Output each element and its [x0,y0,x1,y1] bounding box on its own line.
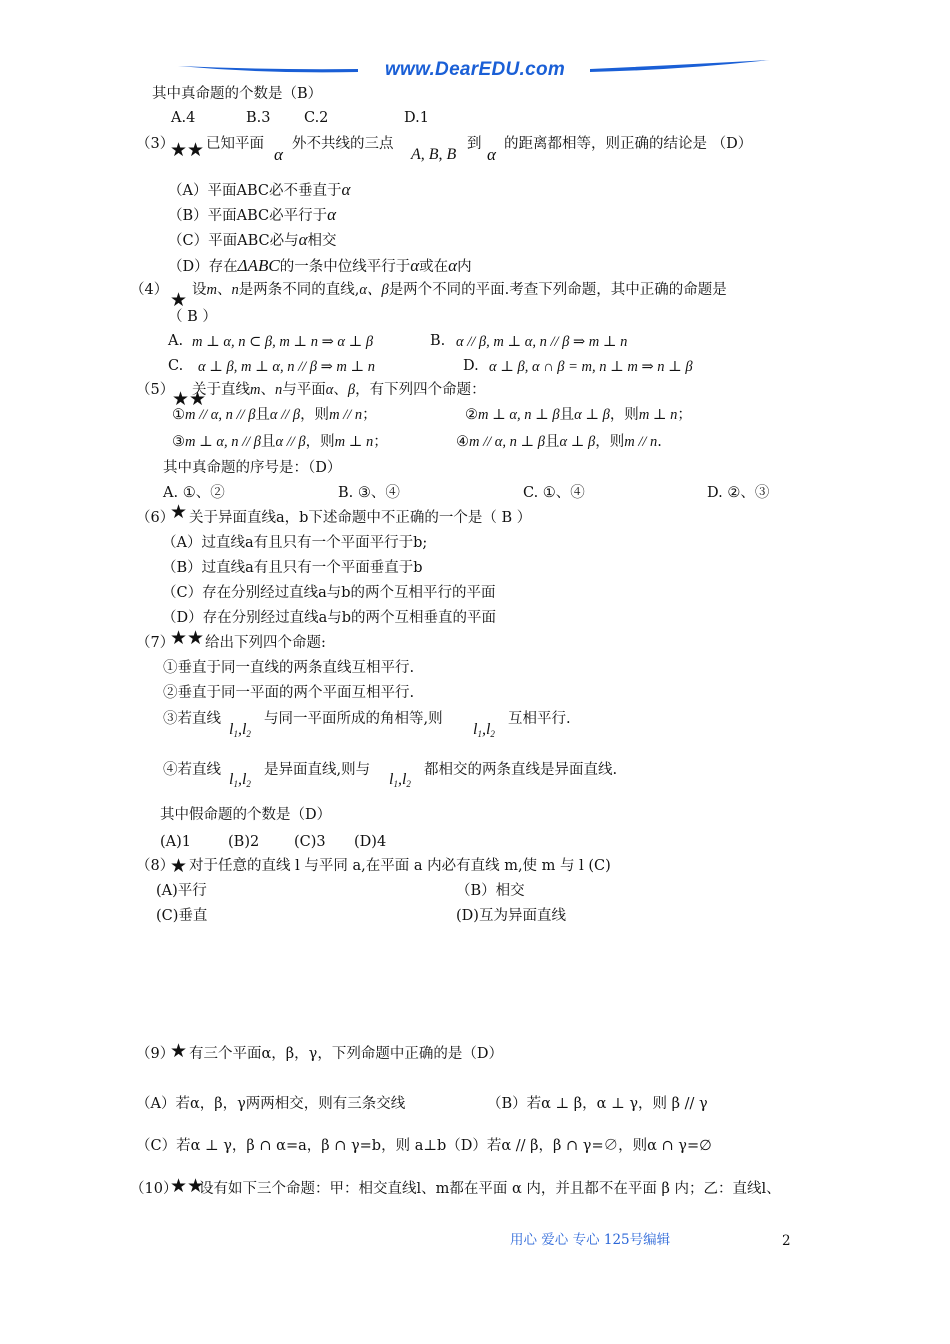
q7-difficulty-stars: ★★ [170,627,205,649]
q9-stem: 有三个平面α，β，γ，下列命题中正确的是（D） [189,1046,503,1062]
q6-option-d: （D）存在分别经过直线a与b的两个互相垂直的平面 [162,610,497,626]
q3-alpha-1: α [274,145,283,164]
q-prev-option-b: B.3 [246,110,271,126]
q4-option-d-label: D. [463,358,479,374]
q4-option-b-label: B. [430,333,446,349]
q5-option-c: C. ①、④ [523,485,585,501]
q7-proposition-2: ②垂直于同一平面的两个平面互相平行. [163,685,415,701]
q-prev-option-d: D.1 [404,110,429,126]
q8-stem: 对于任意的直线 l 与平同 a,在平面 a 内必有直线 m,使 m 与 l (C) [189,858,611,874]
q6-number: （6） [136,510,175,526]
q7-lines-l1-l2-b: $l_1,l_2$ [473,721,495,739]
q3-points: A, B, B [411,146,457,163]
q3-text-1: 已知平面 [206,136,264,152]
q3-difficulty-stars: ★★ [170,139,205,161]
q6-option-a: （A）过直线a有且只有一个平面平行于b; [162,535,428,551]
q10-stem: 设有如下三个命题：甲：相交直线l、m都在平面 α 内，并且都不在平面 β 内；乙：直线l、 [199,1181,781,1197]
q7-proposition-4c: 都相交的两条直线是异面直线. [424,762,618,778]
q7-proposition-3a: ③若直线 [163,711,221,727]
q10-difficulty-stars: ★★ [170,1175,205,1197]
q5-option-a: A. ①、② [163,485,225,501]
q7-proposition-4b: 是异面直线,则与 [264,762,371,778]
q4-answer: （ B ） [168,309,217,325]
q8-option-d: (D)互为异面直线 [456,908,566,924]
q3-option-a: （A）平面ABC必不垂直于α [168,180,351,199]
header-site-url[interactable]: www.DearEDU.com [384,59,566,80]
q3-text-3: 到 [467,136,482,152]
q5-proposition-3: ③m ⊥ α, n // β且α // β，则m ⊥ n； [172,434,388,450]
q7-proposition-4a: ④若直线 [163,762,221,778]
q-prev-option-c: C.2 [304,110,329,126]
q7-proposition-1: ①垂直于同一直线的两条直线互相平行. [163,660,415,676]
q3-number: （3） [136,136,175,152]
q7-proposition-3c: 互相平行. [508,711,571,727]
q5-question-stem: 其中真命题的序号是：（D） [163,460,342,476]
q4-option-c-label: C. [168,358,184,374]
q5-option-b: B. ③、④ [338,485,400,501]
q4-stem: 设m、n是两条不同的直线,α、β是两个不同的平面.考查下列命题，其中正确的命题是 [192,282,727,298]
q3-option-b: （B）平面ABC必平行于α [168,205,337,224]
q-prev-stem: 其中真命题的个数是（B） [152,86,323,102]
footer-slogan: 用心 爱心 专心 125号编辑 [510,1232,671,1248]
q8-difficulty-stars: ★ [170,855,188,877]
q4-option-a-label: A. [168,333,184,349]
q7-question-stem: 其中假命题的个数是（D） [160,807,332,823]
q7-option-b: (B)2 [228,834,260,850]
q5-proposition-4: ④m // α, n ⊥ β且α ⊥ β，则m // n. [456,434,662,450]
q5-stem: 关于直线m、n与平面α、β，有下列四个命题： [192,382,486,398]
q8-option-b: （B）相交 [456,883,525,899]
q3-option-d: （D）存在ΔABC的一条中位线平行于α或在α内 [168,256,472,275]
q6-stem: 关于异面直线a，b下述命题中不正确的一个是（ B ） [189,510,532,526]
q4-option-c: α ⊥ β, m ⊥ α, n // β ⇒ m ⊥ n [198,359,375,375]
q4-option-d: α ⊥ β, α ∩ β = m, n ⊥ m ⇒ n ⊥ β [489,359,693,375]
q5-number: （5） [136,382,175,398]
q7-option-a: (A)1 [160,834,192,850]
q4-difficulty-stars: ★ [170,289,188,311]
q5-proposition-1: ①m // α, n // β且α // β，则m // n； [172,407,377,423]
q7-number: （7） [136,635,175,651]
q8-option-c: (C)垂直 [156,908,208,924]
q3-alpha-2: α [487,145,496,164]
q-prev-option-a: A.4 [171,110,196,126]
q3-option-c: （C）平面ABC必与α相交 [168,230,337,249]
q4-number: （4） [130,282,169,298]
q9-options-line-1b: （B）若α ⊥ β，α ⊥ γ，则 β // γ [487,1096,708,1112]
q9-difficulty-stars: ★ [170,1040,188,1062]
q7-lines-l1-l2-d: $l_1,l_2$ [389,771,411,789]
q8-number: （8） [136,858,175,874]
q6-option-c: （C）存在分别经过直线a与b的两个互相平行的平面 [162,585,496,601]
q7-lines-l1-l2-c: $l_1,l_2$ [229,771,251,789]
q3-text-2: 外不共线的三点 [292,136,394,152]
q7-option-d: (D)4 [354,834,387,850]
q7-lines-l1-l2-a: $l_1,l_2$ [229,721,251,739]
q7-option-c: (C)3 [294,834,326,850]
q9-options-line-2: （C）若α ⊥ γ，β ∩ α=a，β ∩ γ=b，则 a⊥b（D）若α // β，β ∩ γ=∅，则α ∩ γ=∅ [136,1138,712,1154]
q6-difficulty-stars: ★ [170,501,188,523]
page-number: 2 [782,1233,791,1249]
q4-option-a: m ⊥ α, n ⊂ β, m ⊥ n ⇒ α ⊥ β [192,334,374,350]
q3-text-4: 的距离都相等，则正确的结论是 （D） [504,136,753,152]
q8-option-a: (A)平行 [156,883,207,899]
q5-option-d: D. ②、③ [707,485,770,501]
q9-number: （9） [136,1046,175,1062]
q5-difficulty-stars: ★★ [172,388,207,410]
q6-option-b: （B）过直线a有且只有一个平面垂直于b [162,560,423,576]
q7-proposition-3b: 与同一平面所成的角相等,则 [264,711,443,727]
q5-proposition-2: ②m ⊥ α, n ⊥ β且α ⊥ β，则m ⊥ n； [465,407,692,423]
q10-number: （10） [130,1181,178,1197]
q4-option-b: α // β, m ⊥ α, n // β ⇒ m ⊥ n [456,334,628,350]
q7-stem: 给出下列四个命题: [205,635,326,651]
q9-options-line-1a: （A）若α，β，γ两两相交，则有三条交线 [136,1096,406,1112]
